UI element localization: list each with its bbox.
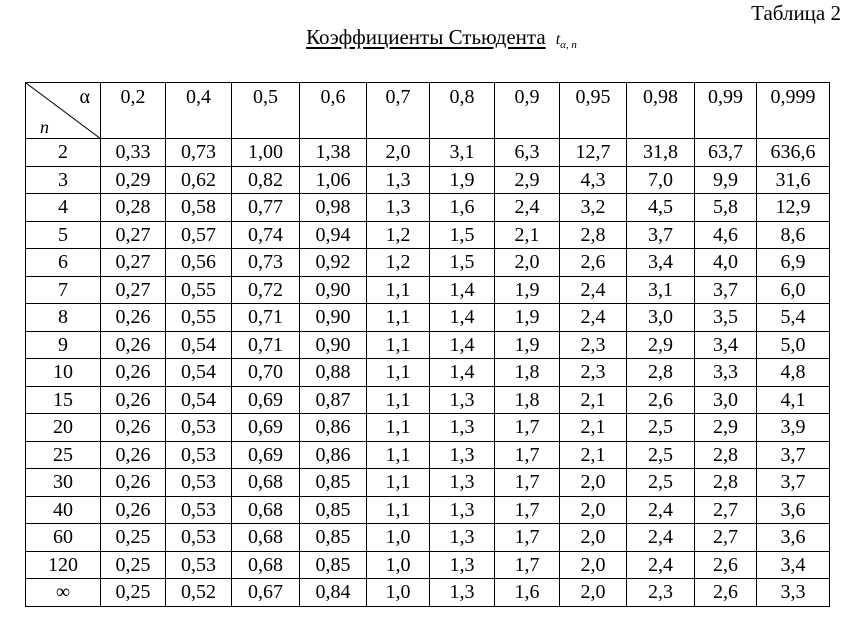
coefficient-cell: 0,52 — [166, 579, 232, 607]
coefficient-cell: 1,7 — [495, 551, 560, 579]
alpha-header-cell: 0,9 — [495, 83, 560, 139]
table-title — [0, 24, 863, 58]
alpha-header-cell: 0,99 — [695, 83, 757, 139]
coefficient-cell: 1,2 — [367, 249, 430, 277]
coefficient-cell: 0,77 — [232, 194, 300, 222]
coefficient-cell: 4,3 — [560, 166, 627, 194]
coefficient-cell: 1,38 — [300, 139, 367, 167]
coefficient-cell: 0,68 — [232, 551, 300, 579]
coefficient-cell: 9,9 — [695, 166, 757, 194]
coefficient-cell: 63,7 — [695, 139, 757, 167]
coefficient-cell: 1,8 — [495, 359, 560, 387]
corner-n-symbol: n — [40, 117, 49, 137]
coefficient-cell: 1,1 — [367, 496, 430, 524]
coefficient-cell: 0,28 — [101, 194, 166, 222]
table-row — [26, 276, 830, 304]
coefficient-cell: 0,26 — [101, 441, 166, 469]
coefficient-cell: 1,8 — [495, 386, 560, 414]
coefficient-cell: 2,4 — [627, 551, 695, 579]
coefficient-cell: 1,1 — [367, 441, 430, 469]
coefficient-cell: 0,25 — [101, 579, 166, 607]
coefficient-cell: 0,53 — [166, 469, 232, 497]
coefficient-cell: 0,55 — [166, 304, 232, 332]
coefficient-cell: 3,1 — [430, 139, 495, 167]
coefficient-cell: 2,5 — [627, 414, 695, 442]
coefficient-cell: 2,4 — [560, 276, 627, 304]
coefficient-cell: 3,9 — [757, 414, 830, 442]
coefficient-cell: 5,0 — [757, 331, 830, 359]
coefficient-cell: 0,56 — [166, 249, 232, 277]
coefficient-cell: 0,55 — [166, 276, 232, 304]
coefficient-cell: 3,4 — [695, 331, 757, 359]
coefficient-cell: 1,1 — [367, 359, 430, 387]
coefficient-cell: 1,3 — [430, 579, 495, 607]
coefficient-cell: 12,9 — [757, 194, 830, 222]
n-row-header: 3 — [26, 166, 101, 194]
table-row — [26, 551, 830, 579]
coefficient-cell: 1,06 — [300, 166, 367, 194]
coefficient-cell: 2,3 — [560, 359, 627, 387]
n-row-header: 60 — [26, 524, 101, 552]
coefficient-cell: 0,85 — [300, 469, 367, 497]
coefficient-cell: 2,1 — [560, 386, 627, 414]
table-row — [26, 524, 830, 552]
coefficient-cell: 2,3 — [560, 331, 627, 359]
coefficient-cell: 1,1 — [367, 304, 430, 332]
coefficient-cell: 2,6 — [695, 551, 757, 579]
n-row-header: 6 — [26, 249, 101, 277]
coefficient-cell: 1,6 — [495, 579, 560, 607]
coefficient-cell: 0,53 — [166, 524, 232, 552]
coefficient-cell: 2,0 — [560, 579, 627, 607]
n-row-header: 120 — [26, 551, 101, 579]
coefficient-cell: 4,8 — [757, 359, 830, 387]
coefficient-cell: 3,2 — [560, 194, 627, 222]
alpha-header-cell: 0,999 — [757, 83, 830, 139]
coefficient-cell: 2,6 — [627, 386, 695, 414]
table-row — [26, 304, 830, 332]
coefficient-cell: 2,8 — [695, 469, 757, 497]
coefficient-cell: 0,69 — [232, 441, 300, 469]
coefficient-cell: 0,53 — [166, 414, 232, 442]
table-row — [26, 331, 830, 359]
coefficient-cell: 0,26 — [101, 496, 166, 524]
coefficient-cell: 0,53 — [166, 441, 232, 469]
coefficient-cell: 3,7 — [757, 469, 830, 497]
coefficient-cell: 7,0 — [627, 166, 695, 194]
table-row — [26, 441, 830, 469]
coefficient-cell: 0,72 — [232, 276, 300, 304]
coefficient-cell: 1,7 — [495, 469, 560, 497]
coefficient-cell: 2,0 — [560, 496, 627, 524]
coefficient-cell: 0,68 — [232, 469, 300, 497]
coefficient-cell: 0,85 — [300, 496, 367, 524]
coefficient-cell: 2,5 — [627, 469, 695, 497]
coefficient-cell: 0,86 — [300, 441, 367, 469]
coefficient-cell: 0,73 — [166, 139, 232, 167]
coefficient-cell: 3,7 — [695, 276, 757, 304]
table-row — [26, 194, 830, 222]
coefficient-cell: 1,0 — [367, 524, 430, 552]
n-row-header: 10 — [26, 359, 101, 387]
coefficient-cell: 3,4 — [757, 551, 830, 579]
coefficient-cell: 3,4 — [627, 249, 695, 277]
coefficient-cell: 1,1 — [367, 469, 430, 497]
coefficient-cell: 1,9 — [495, 331, 560, 359]
coefficient-cell: 0,94 — [300, 221, 367, 249]
coefficient-cell: 1,7 — [495, 496, 560, 524]
n-row-header: 8 — [26, 304, 101, 332]
coefficient-cell: 31,6 — [757, 166, 830, 194]
coefficient-cell: 2,4 — [495, 194, 560, 222]
n-row-header: 25 — [26, 441, 101, 469]
coefficient-cell: 2,3 — [627, 579, 695, 607]
n-row-header: 20 — [26, 414, 101, 442]
coefficient-cell: 6,3 — [495, 139, 560, 167]
coefficient-cell: 6,9 — [757, 249, 830, 277]
coefficient-cell: 0,67 — [232, 579, 300, 607]
coefficient-cell: 4,6 — [695, 221, 757, 249]
coefficient-cell: 1,9 — [495, 304, 560, 332]
coefficient-cell: 0,68 — [232, 496, 300, 524]
table-row — [26, 469, 830, 497]
alpha-header-cell: 0,4 — [166, 83, 232, 139]
coefficient-cell: 0,69 — [232, 386, 300, 414]
coefficient-cell: 0,87 — [300, 386, 367, 414]
coefficient-cell: 2,9 — [495, 166, 560, 194]
coefficient-cell: 0,29 — [101, 166, 166, 194]
coefficient-cell: 1,9 — [430, 166, 495, 194]
coefficient-cell: 3,3 — [757, 579, 830, 607]
coefficient-cell: 0,90 — [300, 331, 367, 359]
coefficient-cell: 1,7 — [495, 414, 560, 442]
coefficient-cell: 0,73 — [232, 249, 300, 277]
coefficient-cell: 2,5 — [627, 441, 695, 469]
table-row — [26, 221, 830, 249]
table-row — [26, 249, 830, 277]
coefficient-cell: 0,74 — [232, 221, 300, 249]
coefficient-cell: 3,5 — [695, 304, 757, 332]
title-symbol-subscript: α, n — [560, 39, 577, 51]
coefficient-cell: 0,26 — [101, 359, 166, 387]
coefficient-cell: 3,1 — [627, 276, 695, 304]
n-row-header: 30 — [26, 469, 101, 497]
coefficient-cell: 1,3 — [367, 166, 430, 194]
alpha-header-cell: 0,5 — [232, 83, 300, 139]
coefficient-cell: 0,27 — [101, 276, 166, 304]
coefficient-cell: 0,26 — [101, 331, 166, 359]
coefficient-cell: 1,3 — [430, 469, 495, 497]
coefficient-cell: 0,90 — [300, 304, 367, 332]
coefficient-cell: 3,6 — [757, 496, 830, 524]
coefficient-cell: 1,5 — [430, 221, 495, 249]
coefficient-cell: 2,7 — [695, 524, 757, 552]
coefficient-cell: 1,4 — [430, 276, 495, 304]
coefficient-cell: 0,27 — [101, 221, 166, 249]
alpha-header-cell: 0,8 — [430, 83, 495, 139]
table-row — [26, 139, 830, 167]
coefficient-cell: 2,0 — [560, 469, 627, 497]
coefficient-cell: 2,0 — [560, 524, 627, 552]
coefficient-cell: 31,8 — [627, 139, 695, 167]
coefficient-cell: 2,0 — [495, 249, 560, 277]
coefficient-cell: 2,8 — [695, 441, 757, 469]
coefficient-cell: 3,0 — [627, 304, 695, 332]
coefficient-cell: 1,1 — [367, 414, 430, 442]
coefficient-cell: 636,6 — [757, 139, 830, 167]
coefficient-cell: 0,57 — [166, 221, 232, 249]
coefficient-cell: 1,3 — [430, 414, 495, 442]
coefficient-cell: 1,1 — [367, 276, 430, 304]
coefficient-cell: 0,27 — [101, 249, 166, 277]
coefficient-cell: 0,54 — [166, 386, 232, 414]
coefficient-cell: 1,3 — [430, 386, 495, 414]
alpha-header-cell: 0,98 — [627, 83, 695, 139]
coefficient-cell: 2,4 — [627, 496, 695, 524]
coefficient-cell: 0,26 — [101, 469, 166, 497]
coefficient-cell: 1,2 — [367, 221, 430, 249]
n-row-header: 40 — [26, 496, 101, 524]
coefficient-cell: 5,8 — [695, 194, 757, 222]
coefficient-cell: 3,7 — [627, 221, 695, 249]
coefficient-cell: 4,1 — [757, 386, 830, 414]
coefficient-cell: 1,3 — [430, 496, 495, 524]
n-row-header: 9 — [26, 331, 101, 359]
coefficient-cell: 1,7 — [495, 524, 560, 552]
coefficient-cell: 4,5 — [627, 194, 695, 222]
coefficient-cell: 0,25 — [101, 551, 166, 579]
alpha-header-cell: 0,7 — [367, 83, 430, 139]
coefficient-cell: 0,84 — [300, 579, 367, 607]
n-row-header: ∞ — [26, 579, 101, 607]
n-row-header: 15 — [26, 386, 101, 414]
coefficient-cell: 0,88 — [300, 359, 367, 387]
coefficient-cell: 12,7 — [560, 139, 627, 167]
title-symbol: t — [555, 31, 561, 48]
coefficient-cell: 0,53 — [166, 551, 232, 579]
table-row — [26, 496, 830, 524]
coefficient-cell: 1,3 — [367, 194, 430, 222]
table-row — [26, 166, 830, 194]
corner-alpha-symbol: α — [79, 86, 90, 108]
coefficient-cell: 0,33 — [101, 139, 166, 167]
coefficient-cell: 1,3 — [430, 524, 495, 552]
coefficient-cell: 0,69 — [232, 414, 300, 442]
coefficient-cell: 2,4 — [627, 524, 695, 552]
coefficient-cell: 0,26 — [101, 386, 166, 414]
coefficient-cell: 0,53 — [166, 496, 232, 524]
coefficient-cell: 0,92 — [300, 249, 367, 277]
coefficient-cell: 0,25 — [101, 524, 166, 552]
coefficient-cell: 2,0 — [560, 551, 627, 579]
coefficient-cell: 0,58 — [166, 194, 232, 222]
coefficient-cell: 0,26 — [101, 304, 166, 332]
coefficient-cell: 2,1 — [495, 221, 560, 249]
coefficient-cell: 1,0 — [367, 579, 430, 607]
student-coefficients-table — [25, 82, 830, 607]
coefficient-cell: 0,82 — [232, 166, 300, 194]
table-row — [26, 386, 830, 414]
coefficient-cell: 0,68 — [232, 524, 300, 552]
coefficient-cell: 2,4 — [560, 304, 627, 332]
coefficient-cell: 0,70 — [232, 359, 300, 387]
coefficient-cell: 2,1 — [560, 414, 627, 442]
alpha-header-cell: 0,6 — [300, 83, 367, 139]
coefficient-cell: 0,71 — [232, 304, 300, 332]
coefficient-cell: 0,90 — [300, 276, 367, 304]
corner-cell — [26, 83, 101, 139]
coefficient-cell: 1,3 — [430, 551, 495, 579]
coefficient-cell: 2,9 — [695, 414, 757, 442]
coefficient-cell: 1,5 — [430, 249, 495, 277]
coefficient-cell: 2,8 — [627, 359, 695, 387]
coefficient-cell: 1,00 — [232, 139, 300, 167]
n-row-header: 5 — [26, 221, 101, 249]
n-row-header: 4 — [26, 194, 101, 222]
coefficient-cell: 0,54 — [166, 331, 232, 359]
coefficient-cell: 1,1 — [367, 331, 430, 359]
coefficient-cell: 2,6 — [560, 249, 627, 277]
coefficient-cell: 2,7 — [695, 496, 757, 524]
coefficient-cell: 1,4 — [430, 359, 495, 387]
coefficient-cell: 0,85 — [300, 551, 367, 579]
coefficient-cell: 2,1 — [560, 441, 627, 469]
n-row-header: 2 — [26, 139, 101, 167]
coefficient-cell: 0,86 — [300, 414, 367, 442]
coefficient-cell: 1,7 — [495, 441, 560, 469]
coefficient-cell: 2,8 — [560, 221, 627, 249]
coefficient-cell: 3,0 — [695, 386, 757, 414]
coefficient-cell: 0,26 — [101, 414, 166, 442]
coefficient-cell: 3,7 — [757, 441, 830, 469]
coefficient-cell: 0,98 — [300, 194, 367, 222]
coefficient-cell: 2,9 — [627, 331, 695, 359]
coefficient-cell: 8,6 — [757, 221, 830, 249]
coefficient-cell: 6,0 — [757, 276, 830, 304]
coefficient-cell: 3,6 — [757, 524, 830, 552]
table-number-label: Таблица 2 — [751, 1, 841, 25]
coefficient-cell: 5,4 — [757, 304, 830, 332]
coefficient-cell: 2,0 — [367, 139, 430, 167]
table-row — [26, 414, 830, 442]
coefficient-cell: 1,0 — [367, 551, 430, 579]
coefficient-cell: 1,1 — [367, 386, 430, 414]
coefficient-cell: 0,62 — [166, 166, 232, 194]
coefficient-cell: 3,3 — [695, 359, 757, 387]
coefficient-cell: 1,4 — [430, 331, 495, 359]
coefficient-cell: 2,6 — [695, 579, 757, 607]
coefficient-cell: 4,0 — [695, 249, 757, 277]
n-row-header: 7 — [26, 276, 101, 304]
coefficient-cell: 1,4 — [430, 304, 495, 332]
table-row — [26, 579, 830, 607]
coefficient-cell: 0,85 — [300, 524, 367, 552]
coefficient-cell: 1,9 — [495, 276, 560, 304]
coefficient-cell: 0,54 — [166, 359, 232, 387]
coefficient-cell: 0,71 — [232, 331, 300, 359]
coefficient-cell: 1,6 — [430, 194, 495, 222]
alpha-header-cell: 0,2 — [101, 83, 166, 139]
alpha-header-cell: 0,95 — [560, 83, 627, 139]
table-row — [26, 359, 830, 387]
coefficient-cell: 1,3 — [430, 441, 495, 469]
title-text: Коэффициенты Стьюдента — [306, 25, 546, 49]
header-row — [26, 83, 830, 139]
